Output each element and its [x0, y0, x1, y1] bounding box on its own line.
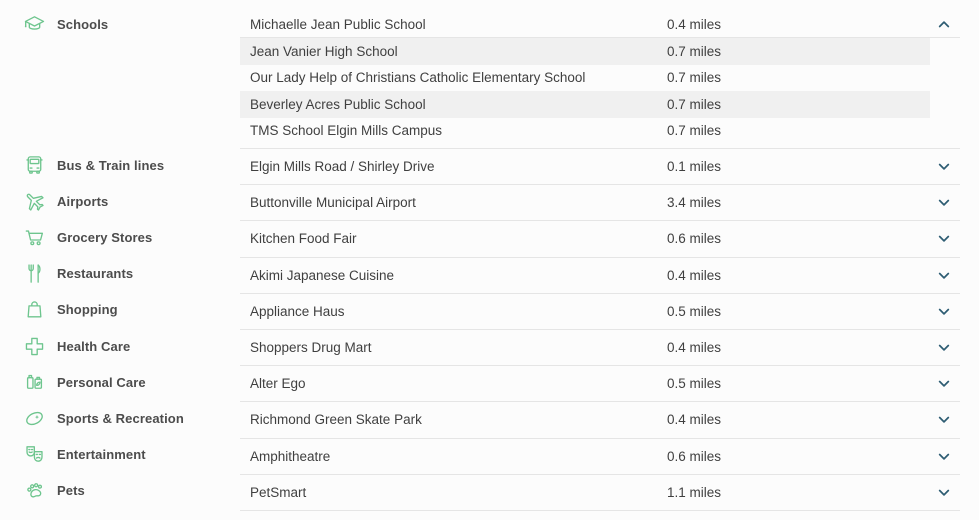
place-distance: 0.6 miles [667, 448, 722, 464]
place-name: Michaelle Jean Public School [250, 16, 426, 32]
chevron-up-icon[interactable] [935, 16, 952, 33]
place-distance: 0.4 miles [667, 340, 722, 356]
category-row[interactable] [240, 366, 960, 402]
chevron-down-icon[interactable] [935, 194, 952, 211]
sidebar-item-label: Pets [57, 482, 85, 498]
sidebar-item-label: Personal Care [57, 374, 146, 390]
chevron-down-icon[interactable] [935, 375, 952, 392]
chevron-down-icon[interactable] [935, 267, 952, 284]
place-distance: 0.5 miles [667, 376, 722, 392]
sidebar-item-label: Health Care [57, 338, 131, 354]
sidebar-item-label: Shopping [57, 301, 118, 317]
place-distance: 0.5 miles [667, 303, 722, 319]
category-row[interactable] [240, 221, 960, 257]
place-distance: 0.7 miles [667, 43, 722, 59]
sidebar-item-label: Schools [57, 16, 109, 32]
place-distance: 0.6 miles [667, 231, 722, 247]
sidebar-item-label: Entertainment [57, 446, 146, 462]
sidebar-item-shopping[interactable] [22, 297, 118, 321]
chevron-down-icon[interactable] [935, 230, 952, 247]
sidebar-item-bus-train-lines[interactable] [22, 153, 164, 177]
place-name: Shoppers Drug Mart [250, 340, 372, 356]
sidebar-item-sports-recreation[interactable] [22, 406, 184, 430]
sidebar-item-pets[interactable] [22, 478, 85, 502]
list-item[interactable] [240, 12, 960, 39]
theater-masks-icon [22, 442, 46, 466]
sidebar-item-label: Sports & Recreation [57, 410, 184, 426]
place-name: Akimi Japanese Cuisine [250, 267, 395, 283]
sidebar-item-restaurants[interactable] [22, 261, 133, 285]
chevron-down-icon[interactable] [935, 411, 952, 428]
list-item[interactable] [240, 38, 960, 65]
category-row[interactable] [240, 185, 960, 221]
sidebar-item-label: Airports [57, 193, 109, 209]
place-distance: 1.1 miles [667, 484, 722, 500]
place-name: Richmond Green Skate Park [250, 412, 422, 428]
place-distance: 0.7 miles [667, 96, 722, 112]
place-distance: 0.1 miles [667, 159, 722, 175]
graduation-cap-icon [22, 12, 46, 36]
sidebar-item-label: Grocery Stores [57, 229, 153, 245]
sidebar-item-label: Bus & Train lines [57, 157, 165, 173]
place-name: Elgin Mills Road / Shirley Drive [250, 159, 435, 175]
sidebar-item-health-care[interactable] [22, 334, 130, 358]
place-distance: 3.4 miles [667, 195, 722, 211]
medical-cross-icon [22, 334, 46, 358]
category-row[interactable] [240, 330, 960, 366]
place-distance: 0.7 miles [667, 123, 722, 139]
category-row[interactable] [240, 258, 960, 294]
shopping-bag-icon [22, 297, 46, 321]
list-item[interactable] [240, 65, 960, 92]
sidebar-item-personal-care[interactable] [22, 370, 146, 394]
amenities-list [240, 0, 979, 511]
list-item[interactable] [240, 91, 960, 118]
utensils-icon [22, 261, 46, 285]
chevron-down-icon[interactable] [935, 448, 952, 465]
place-distance: 0.7 miles [667, 70, 722, 86]
place-distance: 0.4 miles [667, 412, 722, 428]
place-name: Kitchen Food Fair [250, 231, 357, 247]
chevron-down-icon[interactable] [935, 484, 952, 501]
category-row[interactable] [240, 475, 960, 511]
place-name: Beverley Acres Public School [250, 96, 426, 112]
lotion-bottle-icon [22, 370, 46, 394]
sidebar-item-schools[interactable] [22, 12, 108, 36]
category-row[interactable] [240, 402, 960, 438]
category-row[interactable] [240, 149, 960, 185]
sidebar-item-entertainment[interactable] [22, 442, 146, 466]
bus-icon [22, 153, 46, 177]
chevron-down-icon[interactable] [935, 339, 952, 356]
category-sidebar [0, 0, 240, 520]
place-name: PetSmart [250, 484, 307, 500]
category-row[interactable] [240, 294, 960, 330]
chevron-down-icon[interactable] [935, 303, 952, 320]
place-name: TMS School Elgin Mills Campus [250, 123, 443, 139]
place-name: Buttonville Municipal Airport [250, 195, 416, 211]
place-name: Our Lady Help of Christians Catholic Elementary School [250, 70, 586, 86]
paw-icon [22, 478, 46, 502]
place-name: Amphitheatre [250, 448, 331, 464]
place-name: Jean Vanier High School [250, 43, 398, 59]
chevron-down-icon[interactable] [935, 158, 952, 175]
airplane-icon [22, 189, 46, 213]
place-distance: 0.4 miles [667, 267, 722, 283]
list-item[interactable] [240, 118, 960, 145]
place-distance: 0.4 miles [667, 16, 722, 32]
place-name: Alter Ego [250, 376, 306, 392]
sports-ball-icon [22, 406, 46, 430]
sidebar-item-label: Restaurants [57, 265, 134, 281]
sidebar-item-airports[interactable] [22, 189, 108, 213]
shopping-cart-icon [22, 225, 46, 249]
place-name: Appliance Haus [250, 303, 345, 319]
category-row[interactable] [240, 439, 960, 475]
sidebar-item-grocery-stores[interactable] [22, 225, 152, 249]
